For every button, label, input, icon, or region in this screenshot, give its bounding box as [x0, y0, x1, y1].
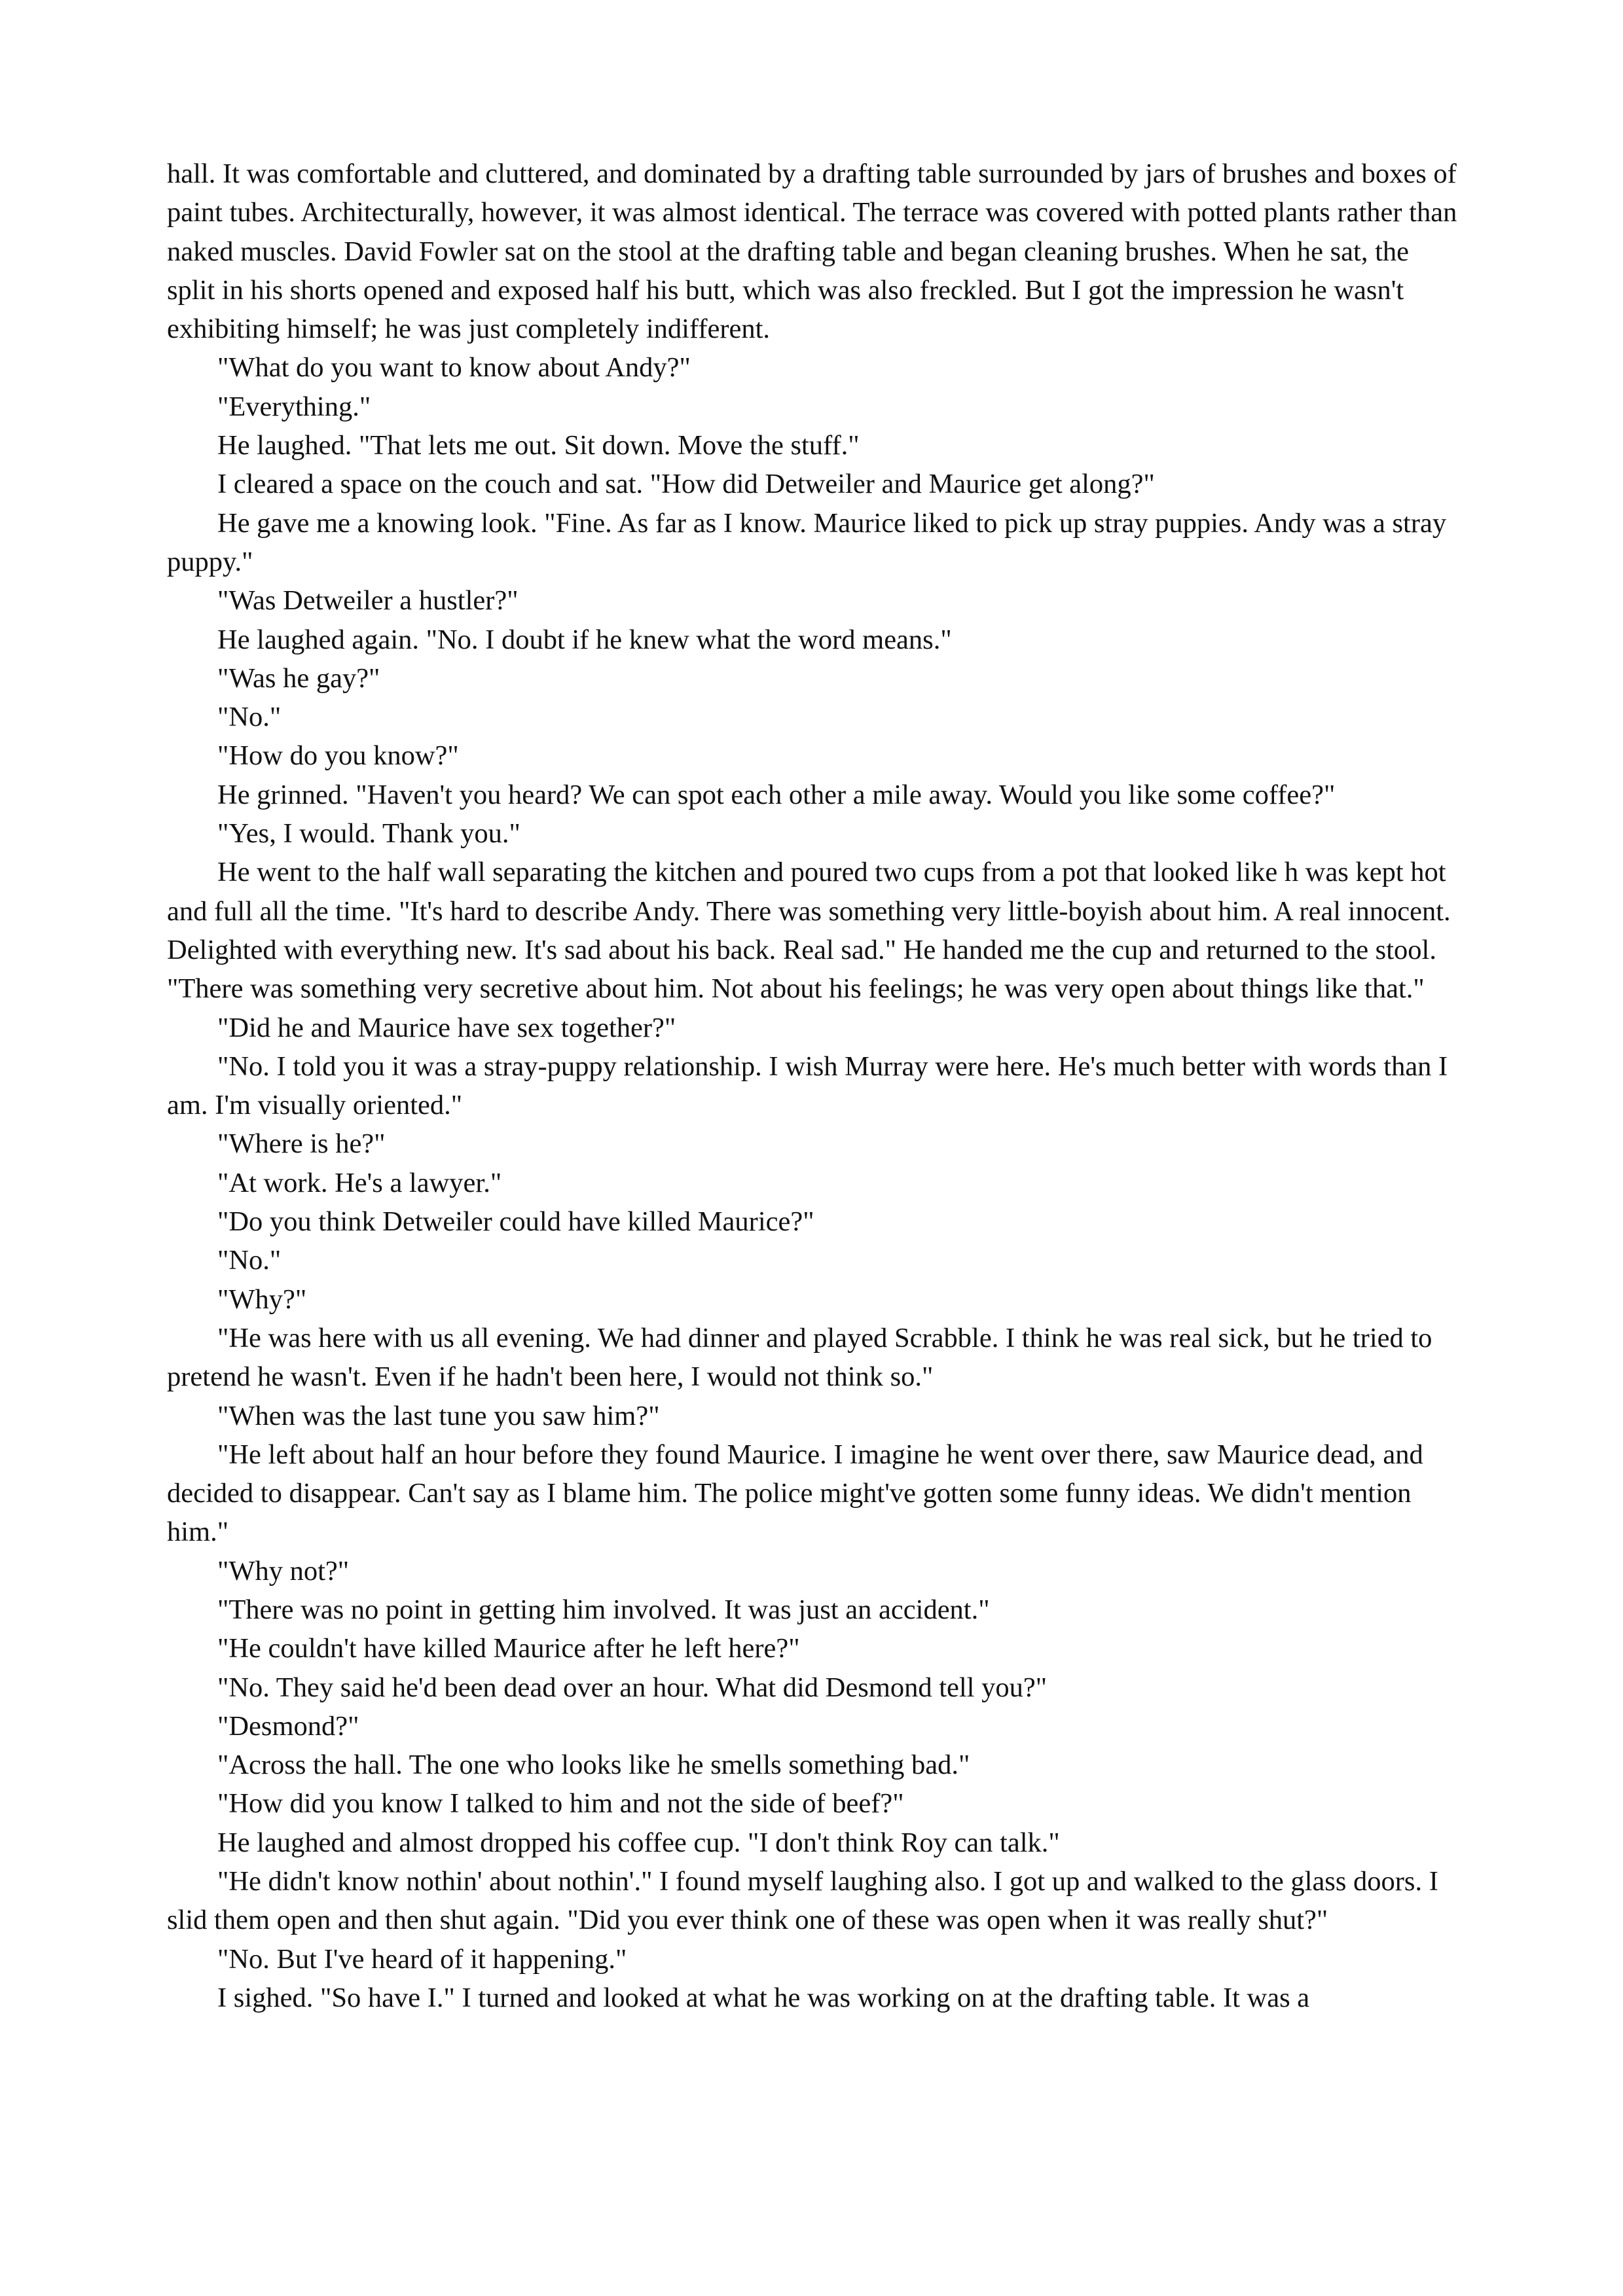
- paragraph: "Was Detweiler a hustler?": [217, 585, 519, 617]
- paragraph: "When was the last tune you saw him?": [217, 1400, 660, 1431]
- paragraph: "What do you want to know about Andy?": [217, 352, 691, 384]
- paragraph: "He left about half an hour before they found Maurice. I imagine he went over there, saw Maurice dead, and decided to disappear. Can't say as I blame him. The police might've gotten some funny ideas. We didn't mention him.": [167, 1439, 1423, 1548]
- paragraph: "No.": [217, 702, 282, 733]
- paragraph: I sighed. "So have I." I turned and looked at what he was working on at the drafting table. It was a: [217, 1982, 1310, 2013]
- paragraph: "Everything.": [217, 391, 371, 422]
- paragraph: "Yes, I would. Thank you.": [217, 818, 520, 850]
- paragraph: "Why not?": [217, 1555, 350, 1587]
- paragraph: "Did he and Maurice have sex together?": [217, 1012, 676, 1043]
- paragraph: He laughed and almost dropped his coffee cup. "I don't think Roy can talk.": [217, 1827, 1060, 1858]
- paragraph: I cleared a space on the couch and sat. "How did Detweiler and Maurice get along?": [217, 469, 1155, 500]
- paragraph: "How do you know?": [217, 740, 459, 772]
- paragraph: "Where is he?": [217, 1128, 386, 1160]
- paragraph: He laughed again. "No. I doubt if he knew what the word means.": [217, 624, 952, 655]
- paragraph: He went to the half wall separating the kitchen and poured two cups from a pot that looked like h was kept hot and full all the time. "It's hard to describe Andy. There was something very little-boyish about him. A real innocent. Delighted with everything new. It's sad about his back. Real sad." He handed me the cup and returned to the stool. "There was something very secretive about him. Not about his feelings; he was very open about things like that.": [167, 857, 1451, 1005]
- paragraph: He gave me a knowing look. "Fine. As far as I know. Maurice liked to pick up stray puppies. Andy was a stray puppy.": [167, 507, 1447, 577]
- paragraph: He laughed. "That lets me out. Sit down. Move the stuff.": [217, 430, 860, 461]
- document-page: [167, 154, 1460, 2017]
- paragraph: He grinned. "Haven't you heard? We can spot each other a mile away. Would you like some coffee?": [217, 779, 1336, 810]
- paragraph: "Desmond?": [217, 1710, 359, 1742]
- paragraph: "At work. He's a lawyer.": [217, 1167, 502, 1198]
- paragraph: "Across the hall. The one who looks like he smells something bad.": [217, 1749, 970, 1781]
- paragraph: hall. It was comfortable and cluttered, and dominated by a drafting table surrounded by jars of brushes and boxes of paint tubes. Architecturally, however, it was almost identical. The terrace was covered with potted plants rather than naked muscles. David Fowler sat on the stool at the drafting table and began cleaning brushes. When he sat, the split in his shorts opened and exposed half his butt, which was also freckled. But I got the impression he wasn't exhibiting himself; he was just completely indifferent.: [167, 158, 1457, 345]
- paragraph: "He was here with us all evening. We had dinner and played Scrabble. I think he was real sick, but he tried to pretend he wasn't. Even if he hadn't been here, I would not think so.": [167, 1322, 1432, 1393]
- paragraph: "He didn't know nothin' about nothin'." I found myself laughing also. I got up and walked to the glass doors. I slid them open and then shut again. "Did you ever think one of these was open when it was really shut?": [167, 1866, 1438, 1936]
- paragraph: "He couldn't have killed Maurice after he left here?": [217, 1633, 800, 1664]
- paragraph: "No.": [217, 1245, 282, 1276]
- paragraph: "Why?": [217, 1283, 307, 1315]
- paragraph: "There was no point in getting him involved. It was just an accident.": [217, 1594, 990, 1625]
- paragraph: "No. They said he'd been dead over an hour. What did Desmond tell you?": [217, 1672, 1048, 1703]
- paragraph: "Was he gay?": [217, 662, 380, 694]
- paragraph: "How did you know I talked to him and not the side of beef?": [217, 1788, 904, 1820]
- paragraph: "Do you think Detweiler could have killed Maurice?": [217, 1206, 814, 1238]
- paragraph: "No. I told you it was a stray-puppy relationship. I wish Murray were here. He's much better with words than I am. I'm visually oriented.": [167, 1050, 1448, 1121]
- paragraph: "No. But I've heard of it happening.": [217, 1943, 627, 1975]
